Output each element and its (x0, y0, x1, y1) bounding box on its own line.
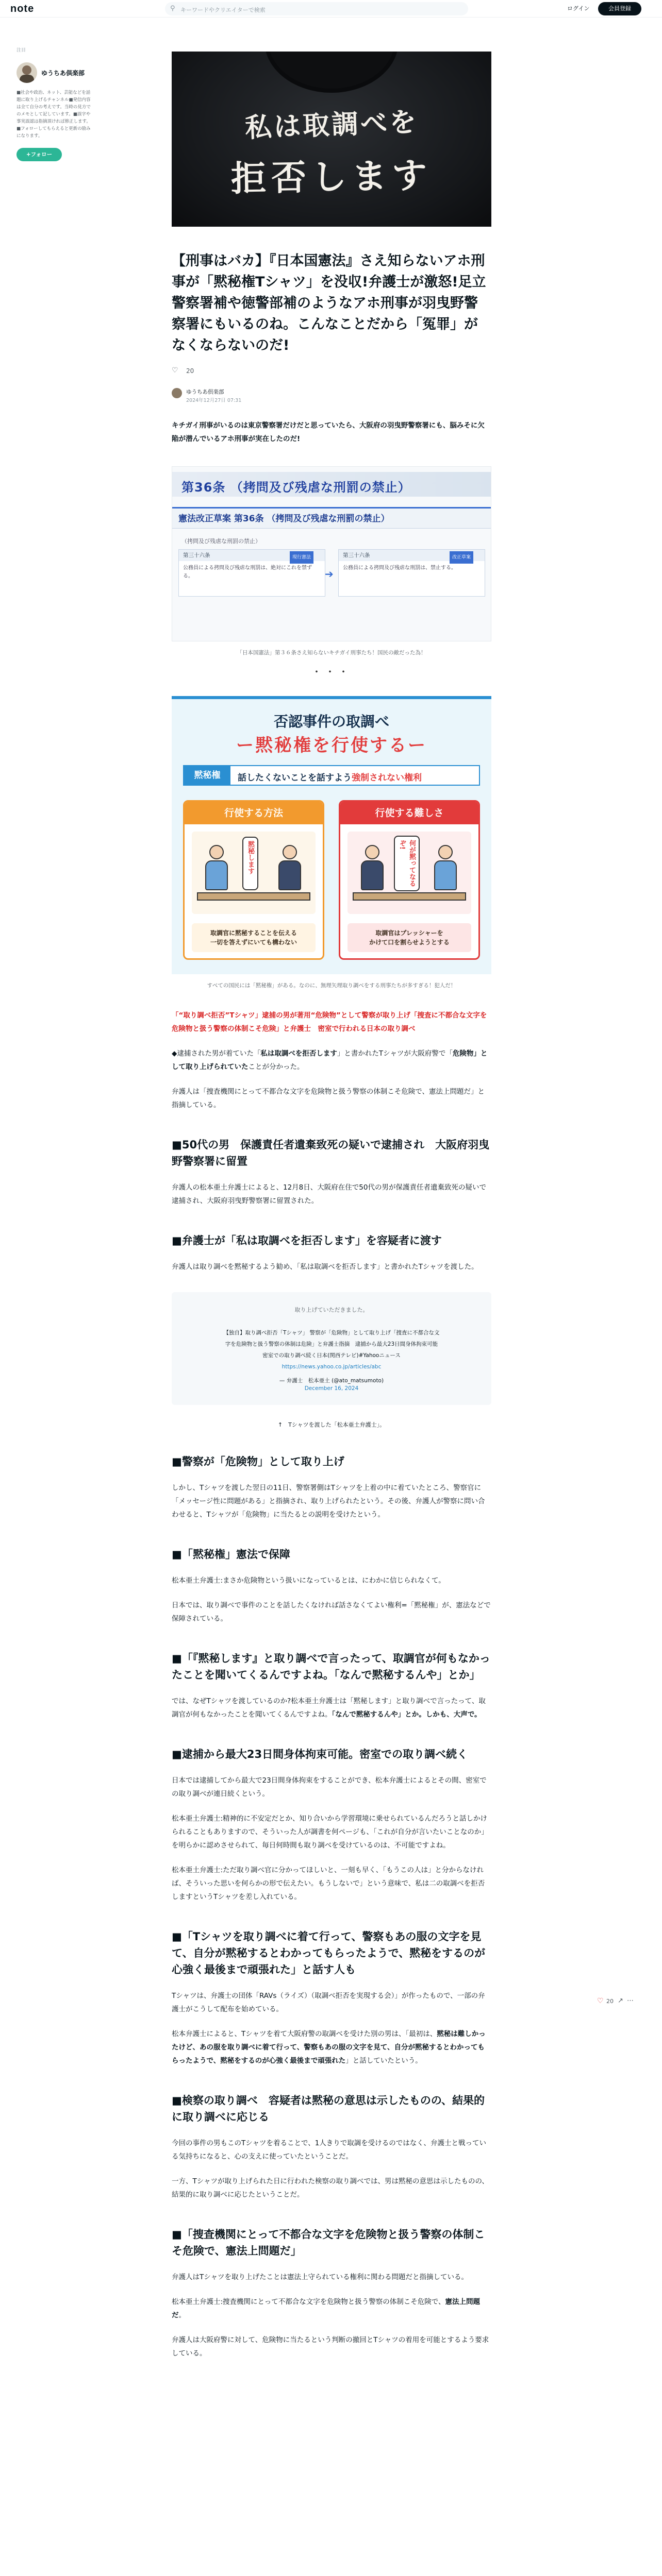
silence-right-infographic (172, 696, 491, 974)
officer-figure (276, 845, 303, 891)
p2-part3: 」と書かれたTシャツが大阪府警で「 (337, 1049, 453, 1058)
suspect-figure-2 (432, 845, 459, 891)
tweet-head: 取り上げていただきました。 (294, 1307, 369, 1313)
floating-heart-icon[interactable]: ♡ (597, 1997, 604, 2005)
hero-image (172, 52, 491, 227)
tweet-link[interactable]: https://news.yahoo.co.jp/articles/abc (282, 1364, 382, 1370)
magazine-tag: 注目 (16, 48, 26, 53)
publish-date: 2024年12月27日 07:31 (186, 398, 242, 403)
info-panel-method (183, 800, 324, 960)
panel-method-foot: 取調官に黙秘することを伝える 一切を答えずにいても構わない (192, 923, 316, 952)
like-count: 20 (186, 367, 194, 375)
search-placeholder: キーワードやクリエイターで検索 (180, 7, 266, 13)
creator-profile[interactable] (16, 62, 94, 85)
constitution-article-image (172, 466, 491, 641)
share-icon[interactable]: ↗ (618, 1997, 623, 2005)
info-title2: ー黙秘権を行使するー (236, 735, 427, 756)
tweet-date[interactable]: December 16, 2024 (304, 1385, 359, 1392)
tweet-caption: ↑ Tシャツを渡した「松本亜土弁護士」。 (277, 1421, 386, 1428)
paragraph-constitution-3: 弁護人は大阪府警に対して、危険物に当たるという判断の撤回とTシャツの着用を可能とするよう要求している。 (172, 2336, 489, 2358)
headline-paragraph: 「“取り調べ拒否”Tシャツ」逮捕の男が著用“危険物”として警察が取り上げ「捜査に不都合な文字を危険物と扱う警察の体制こそ危険」と弁護士 密室で行われる日本の取り調べ (172, 1011, 487, 1033)
creator-sidebar (16, 46, 94, 161)
creator-bio: ■社会や政治、ネット、芸能などを話題に取り上げるチャンネル■発信内容は全て自分の考えです。当時の見方でのメモとして記しています。■誤字や事実誤認は指摘頂ければ修正します。■フォローしてもらえると更新の励みになります。 (16, 90, 91, 139)
paragraph-lawyer: 弁護人は取り調べを黙秘するよう勧め、「私は取調べを拒否します」と書かれたTシャツを渡した。 (172, 1263, 478, 1271)
paragraph-prosecutor-2: 一方、Tシャツが取り上げられた日に行われた検察の取り調べでは、男は黙秘の意思は示したものの、結果的に取り調べに応じたということだ。 (172, 2177, 489, 2199)
info-title1: 否認事件の取調べ (273, 713, 389, 730)
paragraph-constitution-2 (172, 2295, 491, 2322)
section-heading-interrogation: ■「『黙秘します』と取り調べで言ったって、取調官が何もなかったことを聞いてくるんですよね。「なんで黙秘するんや」とか」 (172, 1652, 490, 1681)
paragraph-police: しかし、Tシャツを渡した翌日の11日、警察署側はTシャツを上着の中に着ていたところ、警察官に「メッセージ性に問題がある」と指摘され、取り上げられたという。その後、弁護人が警察に問い合わせると、Tシャツが「危険物」に当たるとの説明を受けたという。 (172, 1484, 485, 1519)
creator-name[interactable]: ゆうちあ倶楽部 (41, 70, 85, 77)
law-box-right-tag: 改正草案 (450, 551, 473, 564)
article (172, 52, 491, 2360)
officer-figure-2 (359, 845, 386, 891)
infographic-caption: すべての国民には「黙秘権」がある。なのに、無理矢理取り調べをする刑事たちが多すぎる！犯人だ！ (207, 982, 456, 989)
panel-difficulty-foot: 取調官はプレッシャーを かけて口を割らせようとする (347, 923, 471, 952)
heart-icon[interactable]: ♡ (172, 366, 178, 375)
law-image-caption: 「日本国憲法」第３６条さえ知らないキチガイ刑事たち！国民の敵だった為！ (237, 650, 426, 656)
floating-like-count: 20 (606, 1998, 614, 2005)
floating-action-bar (597, 1997, 633, 2008)
p2-part5: ことが分かった。 (248, 1063, 304, 1071)
law-box-left-body: 公務員による拷問及び残虐な刑罰は、絶対にこれを禁ずる。 (183, 565, 312, 579)
paragraph-detention-2: 松本亜土弁護士:精神的に不安定だとか、知り合いから学習環境に乗せられているんだろうと話しかけられることもありますので、そういった人が調書を何ページも、「これが自分が言いたいことなのか」を明らかに認めさせられて、毎日何時間も取り調べを受けているのは、不可能ですよね。 (172, 1815, 488, 1850)
embedded-tweet (172, 1292, 491, 1405)
law-box-draft (338, 549, 485, 597)
info-band-red: 強制されない権利 (352, 773, 422, 783)
search-icon: ⚲ (170, 5, 175, 12)
arrow-right-icon: ➔ (325, 568, 334, 580)
section-heading-police: ■警察が「危険物」として取り上げ (172, 1455, 344, 1468)
p2-part1: ◆逮捕された男が着ていた「 (172, 1049, 261, 1058)
section-heading-prosecutor: ■検察の取り調べ 容疑者は黙秘の意思は示したものの、結果的に取り調べに応じる (172, 2094, 485, 2123)
paragraph-testimony-2 (172, 2027, 491, 2067)
paragraph-right-2: 日本では、取り調べで事件のことを話したくなければ話さなくてよい権利=「黙秘権」が、憲法などで保障されている。 (172, 1601, 491, 1623)
section-heading-constitution: ■「捜査機関にとって不都合な文字を危険物と扱う警察の体制こそ危険で、憲法上問題だ」 (172, 2228, 485, 2257)
author-name[interactable]: ゆうちあ倶楽部 (186, 389, 224, 395)
section-heading-right: ■「黙秘権」憲法で保障 (172, 1548, 290, 1561)
law-box-right-head: 第三十六条 (343, 552, 370, 558)
speech-bubble-left: 黙秘します (242, 837, 258, 890)
pg2-part2: 黙秘は難しかったけど、あの服を取り調べに着て行って、警察もあの服の文字を見て、自分が黙秘するとわかってもらったようで、黙秘をするのが心強く最後まで頑張れた (172, 2030, 486, 2065)
section-heading-detention: ■逮捕から最大23日間身体拘束可能。密室での取り調べ続く (172, 1748, 468, 1760)
more-icon[interactable]: ⋯ (627, 1997, 634, 2005)
follow-button[interactable]: +フォロー (16, 148, 62, 161)
law-box-left-tag: 現行憲法 (290, 551, 313, 564)
top-navigation-bar (0, 0, 662, 18)
tweet-body (223, 1327, 443, 1372)
pe-part1: では、なぜTシャツを渡しているのか?松本亜土弁護士は「黙秘します」と取り調べで言ったって、取調官が何もなかったことを聞いてくるんですよね。 (172, 1697, 486, 1719)
info-band-text: 話したくないことを話すよう (238, 773, 352, 783)
paragraph-lawyer-point: 弁護人は「捜査機関にとって不都合な文字を危険物と扱う警察の体制こそ危険で、憲法上問題だ」と指摘している。 (172, 1088, 485, 1109)
paragraph-prosecutor-1: 今回の事件の男もこのTシャツを着ることで、1人きりで取調を受けるのではなく、弁護士と戦っている気持ちになると、心の支えに使っていたということだ。 (172, 2139, 487, 2161)
search-input[interactable] (165, 2, 468, 15)
paragraph-right-1: 松本亜土弁護士:まさか危険物という扱いになっているとは、にわかに信じられなくて。 (172, 1577, 445, 1585)
section-heading-arrest: ■50代の男 保護責任者遺棄致死の疑いで逮捕され 大阪府羽曳野警察署に留置 (172, 1139, 490, 1167)
hero-text-line2: 拒否します (230, 155, 433, 200)
info-band (183, 765, 480, 786)
law-image-subtitle: 憲法改正草案 第36条 （拷問及び残虐な刑罰の禁止） (178, 514, 390, 524)
author-avatar[interactable] (172, 388, 182, 398)
pe-part2: 「なんで黙秘するんや」とか。しかも、大声で。 (332, 1710, 482, 1719)
article-title: 【刑事はバカ】『日本国憲法』さえ知らないアホ刑事が「黙秘権Tシャツ」を没収!弁護士が激怒!足立警察署補や徳警部補のようなアホ刑事が羽曳野警察署にもいるのね。こんなことだから「冤罪」がなくならないのだ! (172, 253, 486, 353)
paragraph-testimony-1: Tシャツは、弁護士の団体「RAVs（ライズ）（取調べ拒否を実現する会）」が作ったもので、一部の弁護士がこうして配布を始めている。 (172, 1992, 485, 2013)
panel-difficulty-head: 行使する難しさ (340, 802, 478, 824)
p2-part2: 私は取調べを拒否します (260, 1049, 337, 1058)
section-heading-lawyer: ■弁護士が「私は取調べを拒否します」を容疑者に渡す (172, 1234, 442, 1247)
paragraph-tshirt (172, 1047, 491, 1074)
law-box-left-head: 第三十六条 (183, 552, 210, 558)
paragraph-detention-1: 日本では逮捕してから最大で23日間身体拘束をすることができ、松本弁護士によるとその間、密室での取り調べが連日続くという。 (172, 1776, 487, 1798)
hero-text-line1: 私は取調べを (244, 106, 419, 144)
paragraph-detention-3: 松本亜土弁護士:ただ取り調べ官に分かってほしいと、一刻も早く、「もうこの人は」と分からなければ、そういった思いを何らかの形で伝えたい。もうしないで」という意味で、私は二の取調べを拒否しますというTシャツを差し入れている。 (172, 1866, 485, 1901)
suspect-figure (203, 845, 230, 891)
paragraph-arrest: 弁護人の松本亜土弁護士によると、12月8日、大阪府在住で50代の男が保護責任者遺棄致死の疑いで逮捕され、大阪府羽曳野警察署に留置された。 (172, 1183, 486, 1205)
like-area[interactable] (172, 366, 491, 377)
law-box-current (178, 549, 325, 597)
p2-part4: 危険物」として取り上げられていた (172, 1049, 488, 1071)
section-heading-testimony: ■「Tシャツを取り調べに着て行って、警察もあの服の文字を見て、自分が黙秘するとわかってもらったようで、黙秘をするのが心強く最後まで頑張れた」と話す人も (172, 1930, 486, 1976)
login-link[interactable]: ログイン (567, 5, 590, 12)
law-box-right-body: 公務員による拷問及び残虐な刑罰は、禁止する。 (343, 565, 456, 571)
paragraph-interrogation (172, 1694, 491, 1721)
tweet-text: 【独自】取り調べ拒否「Tシャツ」 警察が「危険物」として取り上げ「捜査に不都合な文字を危険物と扱う警察の体制は危険」と弁護士指摘 逮捕から最大23日間身体拘束可能 密室での取り調べ続く日本(関西テレビ)#Yahooニュース (223, 1330, 443, 1359)
law-image-title: 第36条 （拷問及び残虐な刑罰の禁止） (181, 480, 411, 495)
pi2-part2: 憲法上問題だ (172, 2298, 481, 2319)
tweet-author (192, 1377, 471, 1384)
note-logo[interactable]: note (10, 3, 35, 14)
follow-label: フォロー (30, 151, 53, 158)
paragraph-constitution-1: 弁護人はTシャツを取り上げたことは憲法上守られている権利に関わる問題だと指摘している。 (172, 2273, 468, 2281)
law-image-small: （拷問及び残虐な刑罰の禁止） (181, 538, 261, 545)
interrogation-illustration (192, 832, 316, 914)
author-info[interactable] (172, 387, 491, 408)
pressure-illustration (347, 832, 471, 914)
panel-method-head: 行使する方法 (185, 802, 323, 824)
pi2-part3: 。 (178, 2311, 186, 2319)
info-panel-difficulty (339, 800, 480, 960)
speech-bubble-right: 何が黙ってなるぞ! (394, 836, 420, 891)
avatar[interactable] (16, 62, 37, 83)
pg2-part1: 松本弁護士によると、Tシャツを着て大阪府警の取調べを受けた別の男は、「最初は、 (172, 2030, 437, 2038)
signup-button[interactable]: 会員登録 (598, 2, 641, 15)
pi2-part1: 松本亜土弁護士:捜査機関にとって不都合な文字を危険物と扱う警察の体制こそ危険で、 (172, 2298, 445, 2306)
section-divider: ・・・ (311, 666, 352, 678)
pg2-part3: 」と話していたという。 (345, 2057, 422, 2065)
info-badge: 黙秘権 (184, 766, 230, 785)
intro-paragraph: キチガイ刑事がいるのは東京警察署だけだと思っていたら、大阪府の羽曳野警察署にも、脳みそに欠陥が潜んでいるアホ刑事が実在したのだ! (172, 421, 485, 443)
tweet-author-name[interactable]: — 弁護士 松本亜土 (@ato_matsumoto) (279, 1378, 384, 1384)
